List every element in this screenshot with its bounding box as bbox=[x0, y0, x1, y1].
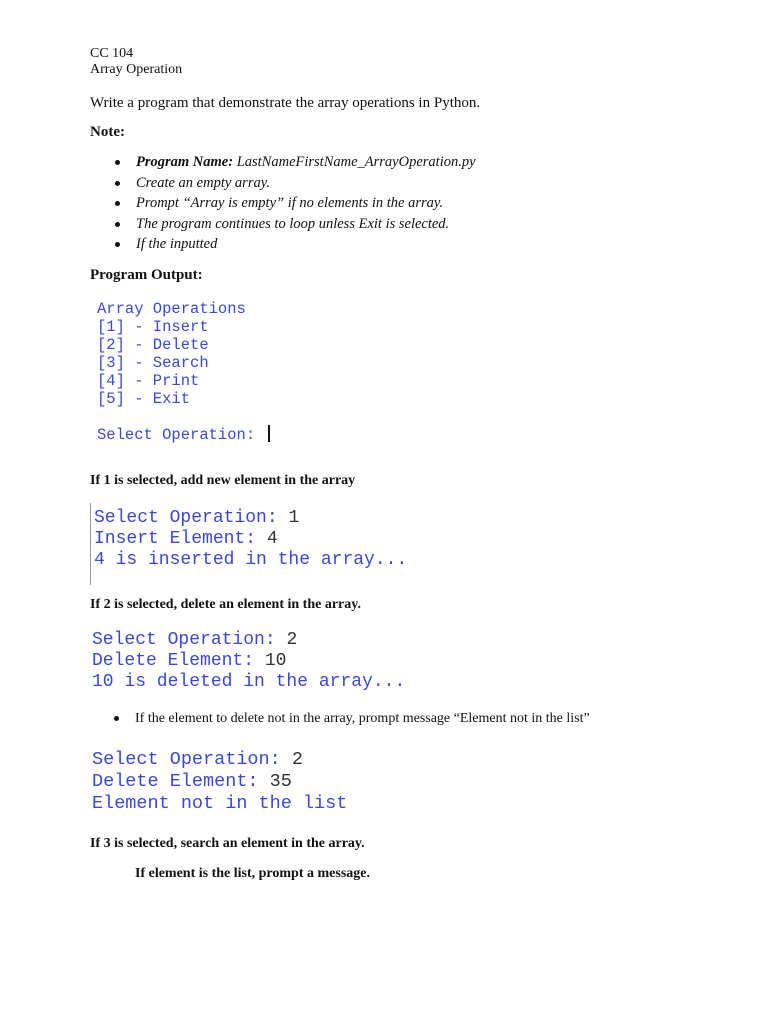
search-subheading: If element is the list, prompt a message. bbox=[135, 866, 370, 881]
menu-option: [1] - Insert bbox=[97, 318, 209, 336]
topic-title: Array Operation bbox=[90, 62, 183, 77]
console-line: Select Operation: 2 bbox=[92, 749, 303, 770]
menu-option: [2] - Delete bbox=[97, 336, 209, 354]
bullet-icon bbox=[115, 222, 120, 227]
menu-option: [5] - Exit bbox=[97, 390, 191, 408]
text-cursor-icon bbox=[268, 425, 270, 442]
bullet-icon bbox=[115, 160, 120, 165]
console-line: Select Operation: 2 bbox=[92, 630, 298, 650]
course-code: CC 104 bbox=[90, 46, 134, 61]
program-name-value: LastNameFirstName_ArrayOperation.py bbox=[233, 154, 476, 170]
console-line: Delete Element: 35 bbox=[92, 771, 292, 792]
console-line: Select Operation: 1 bbox=[94, 508, 300, 528]
program-output-label: Program Output: bbox=[90, 267, 203, 283]
intro-text: Write a program that demonstrate the array operations in Python. bbox=[90, 95, 481, 111]
menu-option: [3] - Search bbox=[97, 354, 209, 372]
bullet-icon bbox=[115, 201, 120, 206]
program-name-label: Program Name: bbox=[136, 154, 234, 170]
delete-missing-note: If the element to delete not in the array, prompt message “Element not in the list” bbox=[135, 711, 590, 726]
console-line: Element not in the list bbox=[92, 793, 348, 814]
console-line: Insert Element: 4 bbox=[94, 529, 278, 549]
bullet-icon bbox=[115, 181, 120, 186]
select-operation-prompt: Select Operation: bbox=[97, 425, 270, 444]
list-item: If the inputted bbox=[112, 235, 476, 256]
menu-option: [4] - Print bbox=[97, 372, 200, 390]
console-line: 4 is inserted in the array... bbox=[94, 550, 408, 570]
insert-heading: If 1 is selected, add new element in the array bbox=[90, 473, 356, 488]
list-item: The program continues to loop unless Exit is selected. bbox=[112, 215, 476, 236]
list-item: Prompt “Array is empty” if no elements in the array. bbox=[112, 194, 476, 215]
delete-heading: If 2 is selected, delete an element in the array. bbox=[90, 597, 361, 612]
menu-title: Array Operations bbox=[97, 300, 246, 318]
search-heading: If 3 is selected, search an element in the array. bbox=[90, 836, 365, 851]
note-label: Note: bbox=[90, 124, 125, 140]
list-item: Create an empty array. bbox=[112, 174, 476, 195]
bullet-icon bbox=[115, 242, 120, 247]
console-line: Delete Element: 10 bbox=[92, 651, 287, 671]
console-line: 10 is deleted in the array... bbox=[92, 672, 406, 692]
list-item bbox=[112, 153, 476, 174]
bullet-icon bbox=[114, 716, 119, 721]
console-left-border bbox=[90, 503, 91, 585]
notes-list bbox=[112, 153, 476, 256]
